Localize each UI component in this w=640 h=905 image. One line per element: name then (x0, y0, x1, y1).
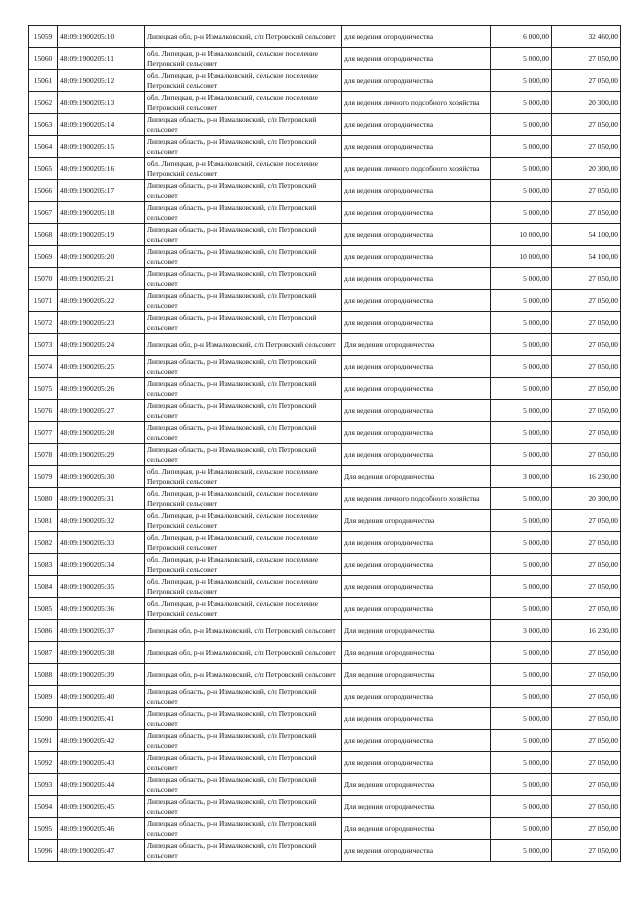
cadastral-value-cell: 20 300,00 (552, 158, 621, 180)
permitted-use-cell: для ведения огородничества (342, 356, 491, 378)
table-body (29, 26, 621, 862)
area-cell: 5 000,00 (491, 114, 552, 136)
area-cell: 5 000,00 (491, 378, 552, 400)
table-row (29, 422, 621, 444)
cadastral-number-cell: 48:09:1900205:15 (58, 136, 145, 158)
cadastral-number-cell: 48:09:1900205:13 (58, 92, 145, 114)
area-cell: 5 000,00 (491, 598, 552, 620)
permitted-use-cell: для ведения огородничества (342, 576, 491, 598)
cadastral-value-cell: 16 230,00 (552, 620, 621, 642)
row-number-cell: 15066 (29, 180, 58, 202)
address-cell: Липецкая область, р-н Измалковский, с/п Петровский сельсовет (145, 180, 342, 202)
address-cell: Липецкая область, р-н Измалковский, с/п Петровский сельсовет (145, 774, 342, 796)
cadastral-value-cell: 27 050,00 (552, 180, 621, 202)
table-row (29, 686, 621, 708)
address-cell: обл. Липецкая, р-н Измалковский, сельское поселение Петровский сельсовет (145, 510, 342, 532)
row-number-cell: 15071 (29, 290, 58, 312)
area-cell: 5 000,00 (491, 290, 552, 312)
area-cell: 5 000,00 (491, 686, 552, 708)
area-cell: 5 000,00 (491, 774, 552, 796)
cadastral-value-cell: 27 050,00 (552, 730, 621, 752)
area-cell: 5 000,00 (491, 334, 552, 356)
area-cell: 3 000,00 (491, 620, 552, 642)
permitted-use-cell: для ведения огородничества (342, 114, 491, 136)
permitted-use-cell: для ведения огородничества (342, 686, 491, 708)
area-cell: 5 000,00 (491, 202, 552, 224)
permitted-use-cell: для ведения огородничества (342, 224, 491, 246)
cadastral-number-cell: 48:09:1900205:42 (58, 730, 145, 752)
area-cell: 5 000,00 (491, 576, 552, 598)
area-cell: 5 000,00 (491, 180, 552, 202)
area-cell: 5 000,00 (491, 752, 552, 774)
row-number-cell: 15073 (29, 334, 58, 356)
cadastral-value-cell: 27 050,00 (552, 532, 621, 554)
cadastral-number-cell: 48:09:1900205:44 (58, 774, 145, 796)
table-row (29, 818, 621, 840)
area-cell: 5 000,00 (491, 444, 552, 466)
table-row (29, 246, 621, 268)
permitted-use-cell: для ведения огородничества (342, 554, 491, 576)
cadastral-value-cell: 27 050,00 (552, 136, 621, 158)
row-number-cell: 15070 (29, 268, 58, 290)
row-number-cell: 15063 (29, 114, 58, 136)
table-row (29, 664, 621, 686)
cadastral-number-cell: 48:09:1900205:24 (58, 334, 145, 356)
cadastral-number-cell: 48:09:1900205:38 (58, 642, 145, 664)
cadastral-value-cell: 27 050,00 (552, 598, 621, 620)
permitted-use-cell: для ведения огородничества (342, 48, 491, 70)
address-cell: Липецкая область, р-н Измалковский, с/п Петровский сельсовет (145, 136, 342, 158)
permitted-use-cell: Для ведения огородничества (342, 620, 491, 642)
address-cell: обл. Липецкая, р-н Измалковский, сельское поселение Петровский сельсовет (145, 488, 342, 510)
cadastral-number-cell: 48:09:1900205:23 (58, 312, 145, 334)
address-cell: обл. Липецкая, р-н Измалковский, сельское поселение Петровский сельсовет (145, 466, 342, 488)
cadastral-number-cell: 48:09:1900205:40 (58, 686, 145, 708)
row-number-cell: 15065 (29, 158, 58, 180)
cadastral-value-cell: 27 050,00 (552, 268, 621, 290)
table-row (29, 158, 621, 180)
address-cell: обл. Липецкая, р-н Измалковский, сельское поселение Петровский сельсовет (145, 598, 342, 620)
cadastral-value-cell: 54 100,00 (552, 246, 621, 268)
permitted-use-cell: для ведения огородничества (342, 290, 491, 312)
table-row (29, 554, 621, 576)
area-cell: 3 000,00 (491, 466, 552, 488)
cadastral-number-cell: 48:09:1900205:43 (58, 752, 145, 774)
table-row (29, 48, 621, 70)
table-row (29, 400, 621, 422)
cadastral-value-cell: 27 050,00 (552, 752, 621, 774)
address-cell: Липецкая область, р-н Измалковский, с/п Петровский сельсовет (145, 378, 342, 400)
permitted-use-cell: Для ведения огородничества (342, 466, 491, 488)
address-cell: обл. Липецкая, р-н Измалковский, сельское поселение Петровский сельсовет (145, 554, 342, 576)
cadastral-number-cell: 48:09:1900205:36 (58, 598, 145, 620)
address-cell: Липецкая область, р-н Измалковский, с/п Петровский сельсовет (145, 708, 342, 730)
area-cell: 5 000,00 (491, 422, 552, 444)
row-number-cell: 15059 (29, 26, 58, 48)
row-number-cell: 15083 (29, 554, 58, 576)
permitted-use-cell: для ведения огородничества (342, 708, 491, 730)
row-number-cell: 15091 (29, 730, 58, 752)
address-cell: Липецкая область, р-н Измалковский, с/п Петровский сельсовет (145, 246, 342, 268)
cadastral-number-cell: 48:09:1900205:46 (58, 818, 145, 840)
cadastral-value-cell: 27 050,00 (552, 114, 621, 136)
permitted-use-cell: для ведения огородничества (342, 202, 491, 224)
cadastral-value-cell: 20 300,00 (552, 488, 621, 510)
cadastral-number-cell: 48:09:1900205:22 (58, 290, 145, 312)
table-row (29, 114, 621, 136)
row-number-cell: 15076 (29, 400, 58, 422)
permitted-use-cell: Для ведения огородничества (342, 774, 491, 796)
row-number-cell: 15072 (29, 312, 58, 334)
table-row (29, 730, 621, 752)
permitted-use-cell: Для ведения огородничества (342, 334, 491, 356)
permitted-use-cell: для ведения огородничества (342, 246, 491, 268)
area-cell: 5 000,00 (491, 488, 552, 510)
permitted-use-cell: для ведения огородничества (342, 180, 491, 202)
address-cell: обл. Липецкая, р-н Измалковский, сельское поселение Петровский сельсовет (145, 48, 342, 70)
permitted-use-cell: для ведения огородничества (342, 532, 491, 554)
address-cell: Липецкая область, р-н Измалковский, с/п Петровский сельсовет (145, 312, 342, 334)
permitted-use-cell: для ведения огородничества (342, 70, 491, 92)
table-row (29, 334, 621, 356)
cadastral-number-cell: 48:09:1900205:31 (58, 488, 145, 510)
area-cell: 5 000,00 (491, 356, 552, 378)
address-cell: Липецкая область, р-н Измалковский, с/п Петровский сельсовет (145, 268, 342, 290)
cadastral-number-cell: 48:09:1900205:12 (58, 70, 145, 92)
address-cell: Липецкая обл, р-н Измалковский, с/п Петровский сельсовет (145, 26, 342, 48)
row-number-cell: 15080 (29, 488, 58, 510)
address-cell: Липецкая область, р-н Измалковский, с/п Петровский сельсовет (145, 818, 342, 840)
table-row (29, 224, 621, 246)
cadastral-number-cell: 48:09:1900205:25 (58, 356, 145, 378)
cadastral-value-cell: 27 050,00 (552, 796, 621, 818)
table-row (29, 92, 621, 114)
address-cell: обл. Липецкая, р-н Измалковский, сельское поселение Петровский сельсовет (145, 576, 342, 598)
table-row (29, 840, 621, 862)
address-cell: Липецкая область, р-н Измалковский, с/п Петровский сельсовет (145, 730, 342, 752)
row-number-cell: 15060 (29, 48, 58, 70)
cadastral-number-cell: 48:09:1900205:11 (58, 48, 145, 70)
cadastral-number-cell: 48:09:1900205:34 (58, 554, 145, 576)
row-number-cell: 15074 (29, 356, 58, 378)
area-cell: 5 000,00 (491, 840, 552, 862)
cadastral-value-cell: 27 050,00 (552, 554, 621, 576)
permitted-use-cell: для ведения огородничества (342, 598, 491, 620)
cadastral-number-cell: 48:09:1900205:18 (58, 202, 145, 224)
table-row (29, 378, 621, 400)
address-cell: Липецкая область, р-н Измалковский, с/п Петровский сельсовет (145, 356, 342, 378)
table-row (29, 598, 621, 620)
area-cell: 5 000,00 (491, 730, 552, 752)
row-number-cell: 15086 (29, 620, 58, 642)
cadastral-value-cell: 27 050,00 (552, 818, 621, 840)
table-row (29, 620, 621, 642)
address-cell: обл. Липецкая, р-н Измалковский, сельское поселение Петровский сельсовет (145, 92, 342, 114)
cadastral-number-cell: 48:09:1900205:14 (58, 114, 145, 136)
cadastral-value-cell: 27 050,00 (552, 378, 621, 400)
cadastral-value-cell: 27 050,00 (552, 422, 621, 444)
area-cell: 5 000,00 (491, 158, 552, 180)
row-number-cell: 15096 (29, 840, 58, 862)
address-cell: Липецкая область, р-н Измалковский, с/п Петровский сельсовет (145, 202, 342, 224)
cadastral-value-cell: 27 050,00 (552, 202, 621, 224)
address-cell: Липецкая область, р-н Измалковский, с/п Петровский сельсовет (145, 840, 342, 862)
area-cell: 6 000,00 (491, 26, 552, 48)
cadastral-number-cell: 48:09:1900205:21 (58, 268, 145, 290)
row-number-cell: 15088 (29, 664, 58, 686)
cadastral-number-cell: 48:09:1900205:26 (58, 378, 145, 400)
row-number-cell: 15095 (29, 818, 58, 840)
cadastral-number-cell: 48:09:1900205:10 (58, 26, 145, 48)
permitted-use-cell: Для ведения огородничества (342, 818, 491, 840)
permitted-use-cell: для ведения личного подсобного хозяйства (342, 158, 491, 180)
cadastral-number-cell: 48:09:1900205:37 (58, 620, 145, 642)
permitted-use-cell: для ведения огородничества (342, 444, 491, 466)
permitted-use-cell: Для ведения огородничества (342, 642, 491, 664)
row-number-cell: 15081 (29, 510, 58, 532)
row-number-cell: 15079 (29, 466, 58, 488)
table-row (29, 26, 621, 48)
permitted-use-cell: для ведения огородничества (342, 268, 491, 290)
area-cell: 5 000,00 (491, 312, 552, 334)
cadastral-value-cell: 27 050,00 (552, 444, 621, 466)
table-row (29, 70, 621, 92)
cadastral-value-cell: 27 050,00 (552, 774, 621, 796)
row-number-cell: 15089 (29, 686, 58, 708)
area-cell: 10 000,00 (491, 224, 552, 246)
row-number-cell: 15075 (29, 378, 58, 400)
table-row (29, 642, 621, 664)
table-row (29, 488, 621, 510)
row-number-cell: 15082 (29, 532, 58, 554)
table-row (29, 510, 621, 532)
table-row (29, 532, 621, 554)
row-number-cell: 15077 (29, 422, 58, 444)
area-cell: 5 000,00 (491, 554, 552, 576)
permitted-use-cell: для ведения огородничества (342, 26, 491, 48)
address-cell: Липецкая область, р-н Измалковский, с/п Петровский сельсовет (145, 796, 342, 818)
cadastral-number-cell: 48:09:1900205:17 (58, 180, 145, 202)
cadastral-number-cell: 48:09:1900205:27 (58, 400, 145, 422)
cadastral-value-cell: 16 230,00 (552, 466, 621, 488)
cadastral-value-cell: 27 050,00 (552, 290, 621, 312)
row-number-cell: 15093 (29, 774, 58, 796)
permitted-use-cell: для ведения огородничества (342, 400, 491, 422)
area-cell: 5 000,00 (491, 136, 552, 158)
table-row (29, 180, 621, 202)
permitted-use-cell: для ведения огородничества (342, 422, 491, 444)
address-cell: Липецкая область, р-н Измалковский, с/п Петровский сельсовет (145, 114, 342, 136)
address-cell: обл. Липецкая, р-н Измалковский, сельское поселение Петровский сельсовет (145, 532, 342, 554)
address-cell: Липецкая область, р-н Измалковский, с/п Петровский сельсовет (145, 400, 342, 422)
cadastral-value-cell: 20 300,00 (552, 92, 621, 114)
row-number-cell: 15087 (29, 642, 58, 664)
permitted-use-cell: Для ведения огородничества (342, 796, 491, 818)
cadastral-number-cell: 48:09:1900205:35 (58, 576, 145, 598)
table-row (29, 202, 621, 224)
permitted-use-cell: для ведения огородничества (342, 840, 491, 862)
table-row (29, 312, 621, 334)
row-number-cell: 15067 (29, 202, 58, 224)
cadastral-value-cell: 27 050,00 (552, 664, 621, 686)
table-row (29, 290, 621, 312)
cadastral-value-cell: 27 050,00 (552, 510, 621, 532)
cadastral-value-cell: 27 050,00 (552, 356, 621, 378)
row-number-cell: 15062 (29, 92, 58, 114)
cadastral-value-cell: 27 050,00 (552, 708, 621, 730)
row-number-cell: 15090 (29, 708, 58, 730)
table-row (29, 576, 621, 598)
row-number-cell: 15092 (29, 752, 58, 774)
cadastral-value-cell: 27 050,00 (552, 400, 621, 422)
cadastral-number-cell: 48:09:1900205:32 (58, 510, 145, 532)
row-number-cell: 15061 (29, 70, 58, 92)
cadastral-value-cell: 27 050,00 (552, 840, 621, 862)
area-cell: 5 000,00 (491, 818, 552, 840)
permitted-use-cell: для ведения огородничества (342, 136, 491, 158)
cadastral-number-cell: 48:09:1900205:47 (58, 840, 145, 862)
cadastral-number-cell: 48:09:1900205:45 (58, 796, 145, 818)
address-cell: Липецкая область, р-н Измалковский, с/п Петровский сельсовет (145, 290, 342, 312)
cadastral-number-cell: 48:09:1900205:33 (58, 532, 145, 554)
address-cell: Липецкая обл, р-н Измалковский, с/п Петровский сельсовет (145, 620, 342, 642)
address-cell: обл. Липецкая, р-н Измалковский, сельское поселение Петровский сельсовет (145, 158, 342, 180)
address-cell: Липецкая область, р-н Измалковский, с/п Петровский сельсовет (145, 422, 342, 444)
permitted-use-cell: для ведения огородничества (342, 312, 491, 334)
address-cell: Липецкая обл, р-н Измалковский, с/п Петровский сельсовет (145, 664, 342, 686)
cadastral-value-cell: 27 050,00 (552, 48, 621, 70)
row-number-cell: 15064 (29, 136, 58, 158)
address-cell: Липецкая область, р-н Измалковский, с/п Петровский сельсовет (145, 752, 342, 774)
permitted-use-cell: для ведения личного подсобного хозяйства (342, 488, 491, 510)
area-cell: 5 000,00 (491, 400, 552, 422)
address-cell: Липецкая область, р-н Измалковский, с/п Петровский сельсовет (145, 224, 342, 246)
table-row (29, 752, 621, 774)
row-number-cell: 15068 (29, 224, 58, 246)
table-row (29, 136, 621, 158)
cadastral-number-cell: 48:09:1900205:16 (58, 158, 145, 180)
row-number-cell: 15094 (29, 796, 58, 818)
area-cell: 5 000,00 (491, 796, 552, 818)
permitted-use-cell: для ведения огородничества (342, 752, 491, 774)
address-cell: Липецкая область, р-н Измалковский, с/п Петровский сельсовет (145, 444, 342, 466)
table-row (29, 774, 621, 796)
row-number-cell: 15084 (29, 576, 58, 598)
cadastral-number-cell: 48:09:1900205:29 (58, 444, 145, 466)
land-registry-table (28, 25, 621, 862)
cadastral-value-cell: 27 050,00 (552, 686, 621, 708)
address-cell: Липецкая область, р-н Измалковский, с/п Петровский сельсовет (145, 686, 342, 708)
area-cell: 5 000,00 (491, 48, 552, 70)
table-row (29, 444, 621, 466)
cadastral-value-cell: 27 050,00 (552, 642, 621, 664)
area-cell: 5 000,00 (491, 642, 552, 664)
row-number-cell: 15069 (29, 246, 58, 268)
address-cell: Липецкая обл, р-н Измалковский, с/п Петровский сельсовет (145, 334, 342, 356)
table-row (29, 268, 621, 290)
area-cell: 5 000,00 (491, 708, 552, 730)
permitted-use-cell: Для ведения огородничества (342, 510, 491, 532)
area-cell: 10 000,00 (491, 246, 552, 268)
table-row (29, 356, 621, 378)
cadastral-value-cell: 27 050,00 (552, 70, 621, 92)
area-cell: 5 000,00 (491, 510, 552, 532)
cadastral-value-cell: 27 050,00 (552, 312, 621, 334)
address-cell: Липецкая обл, р-н Измалковский, с/п Петровский сельсовет (145, 642, 342, 664)
cadastral-number-cell: 48:09:1900205:39 (58, 664, 145, 686)
table-row (29, 466, 621, 488)
row-number-cell: 15085 (29, 598, 58, 620)
area-cell: 5 000,00 (491, 664, 552, 686)
table-row (29, 796, 621, 818)
cadastral-number-cell: 48:09:1900205:28 (58, 422, 145, 444)
permitted-use-cell: для ведения огородничества (342, 378, 491, 400)
row-number-cell: 15078 (29, 444, 58, 466)
cadastral-number-cell: 48:09:1900205:20 (58, 246, 145, 268)
cadastral-value-cell: 32 460,00 (552, 26, 621, 48)
area-cell: 5 000,00 (491, 92, 552, 114)
cadastral-value-cell: 27 050,00 (552, 334, 621, 356)
table-row (29, 708, 621, 730)
cadastral-number-cell: 48:09:1900205:19 (58, 224, 145, 246)
cadastral-value-cell: 54 100,00 (552, 224, 621, 246)
permitted-use-cell: Для ведения огородничества (342, 664, 491, 686)
cadastral-number-cell: 48:09:1900205:30 (58, 466, 145, 488)
area-cell: 5 000,00 (491, 532, 552, 554)
permitted-use-cell: для ведения личного подсобного хозяйства (342, 92, 491, 114)
permitted-use-cell: для ведения огородничества (342, 730, 491, 752)
address-cell: обл. Липецкая, р-н Измалковский, сельское поселение Петровский сельсовет (145, 70, 342, 92)
cadastral-number-cell: 48:09:1900205:41 (58, 708, 145, 730)
area-cell: 5 000,00 (491, 70, 552, 92)
area-cell: 5 000,00 (491, 268, 552, 290)
cadastral-value-cell: 27 050,00 (552, 576, 621, 598)
